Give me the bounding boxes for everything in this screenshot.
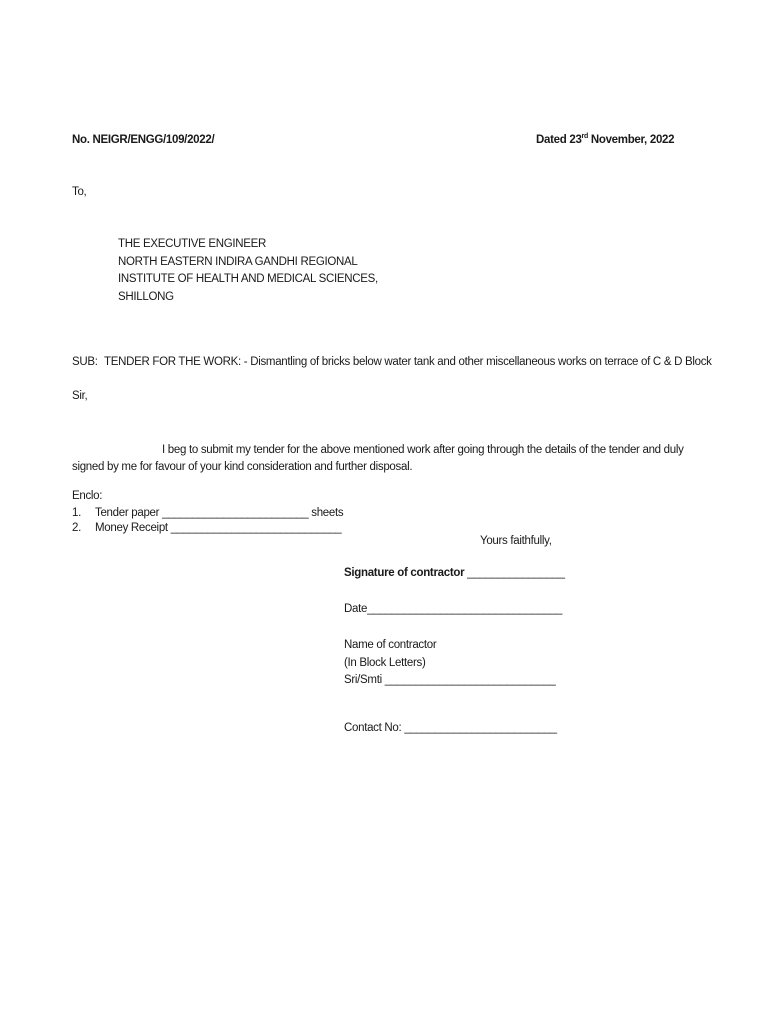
sir-salutation: Sir, bbox=[72, 390, 88, 402]
signature-line bbox=[344, 567, 565, 579]
enclosure-block bbox=[72, 489, 343, 537]
to-salutation: To, bbox=[72, 186, 87, 198]
addressee-line: SHILLONG bbox=[118, 290, 174, 303]
block-letters-note: (In Block Letters) bbox=[344, 656, 426, 669]
enclosure-item-text: Tender paper ________________________ sheets bbox=[95, 506, 344, 519]
enclosure-item-text: Money Receipt ____________________________ bbox=[95, 522, 342, 534]
subject-label: SUB: bbox=[72, 356, 98, 368]
addressee-line: THE EXECUTIVE ENGINEER bbox=[118, 238, 267, 250]
enclosure-heading: Enclo: bbox=[72, 490, 103, 502]
addressee-line: INSTITUTE OF HEALTH AND MEDICAL SCIENCES, bbox=[118, 273, 378, 285]
enclosure-item bbox=[72, 506, 343, 522]
signature-blank: ________________ bbox=[464, 567, 565, 579]
enclosure-item-number: 1. bbox=[72, 506, 81, 519]
date-superscript: rd bbox=[581, 133, 588, 141]
contact-number-field: Contact No: _________________________ bbox=[344, 722, 557, 734]
date-prefix: Dated 23 bbox=[536, 134, 582, 146]
letter-body-text: I beg to submit my tender for the above mentioned work after going through the details of the tender and duly signed by me for favour of your kind consideration and further disposal. bbox=[72, 444, 684, 473]
enclosure-item bbox=[72, 521, 343, 537]
sri-smti-field: Sri/Smti ____________________________ bbox=[344, 674, 556, 686]
date-field: Date________________________________ bbox=[344, 603, 563, 615]
name-of-contractor-label: Name of contractor bbox=[344, 639, 437, 651]
addressee-line: NORTH EASTERN INDIRA GANDHI REGIONAL bbox=[118, 255, 358, 268]
date-line bbox=[536, 134, 674, 146]
signature-label: Signature of contractor bbox=[344, 567, 465, 579]
contractor-name-block bbox=[344, 637, 555, 690]
addressee-block bbox=[118, 236, 378, 306]
closing-phrase: Yours faithfully, bbox=[480, 535, 552, 547]
reference-number: No. NEIGR/ENGG/109/2022/ bbox=[72, 134, 215, 146]
subject-text: TENDER FOR THE WORK: - Dismantling of bricks below water tank and other miscellaneous works on terrace of C & D Block bbox=[104, 356, 712, 368]
letter-body bbox=[72, 442, 702, 476]
date-suffix: November, 2022 bbox=[587, 134, 675, 146]
subject-line bbox=[72, 356, 712, 368]
enclosure-item-number: 2. bbox=[72, 522, 81, 534]
